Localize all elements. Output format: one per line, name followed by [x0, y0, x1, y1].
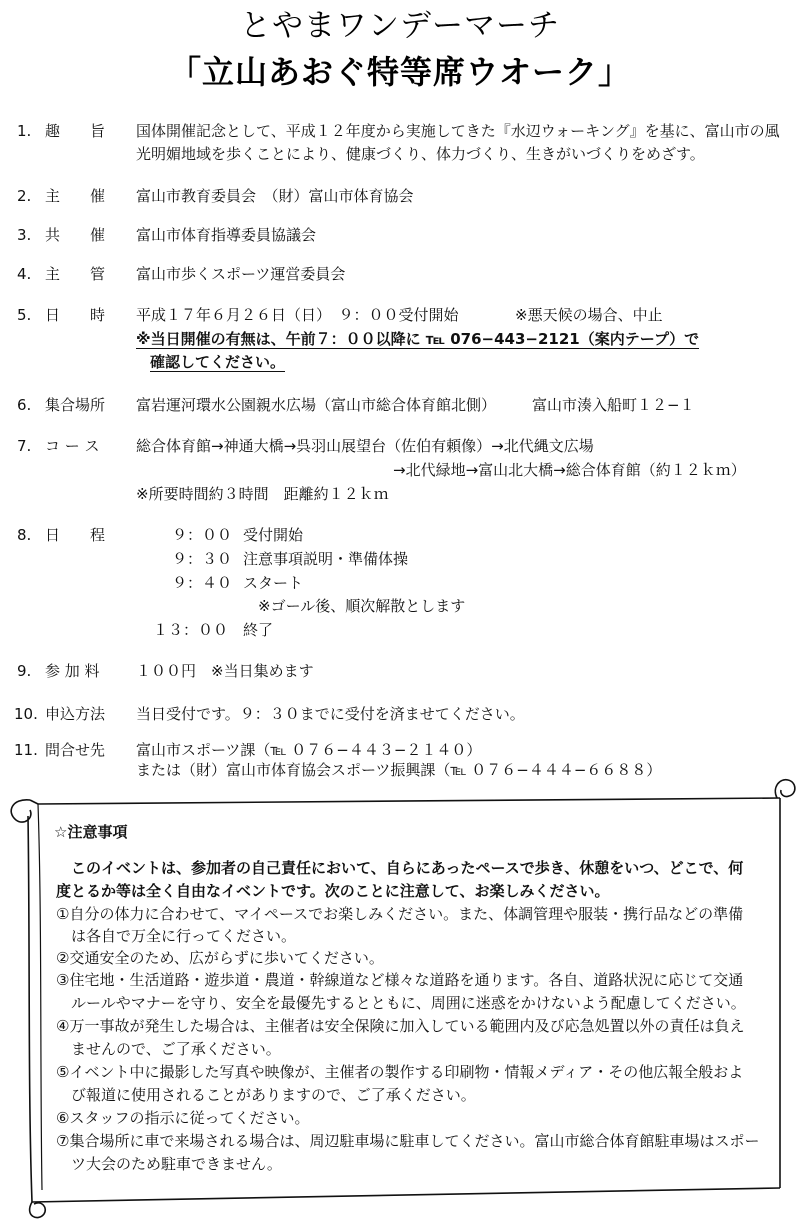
item-number: 10.	[14, 705, 38, 723]
schedule-note: ※ゴール後、順次解散とします	[258, 597, 466, 615]
schedule-time: ９：００	[172, 526, 233, 544]
schedule-event: 注意事項説明・準備体操	[243, 550, 409, 568]
organizer-text: 富山市教育委員会 （財）富山市体育協会	[136, 187, 414, 205]
course-line1: 総合体育館→神通大橋→呉羽山展望台（佐伯有頼像）→北代縄文広場	[136, 437, 594, 455]
schedule-event: 終了	[243, 621, 274, 639]
contact-line2: または（財）富山市体育協会スポーツ振興課（℡ ０７６−４４４−６６８８）	[136, 761, 662, 779]
schedule-time: ９：３０	[172, 550, 233, 568]
notice-heading: ☆注意事項	[54, 823, 128, 841]
event-subtitle: 「立山あおぐ特等席ウオーク」	[168, 53, 631, 91]
notice-line: ④万一事故が発生した場合は、主催者は安全保険に加入している範囲内及び応急処置以外の責任は負え	[56, 1017, 745, 1035]
purpose-text-line1: 国体開催記念として、平成１２年度から実施してきた『水辺ウォーキング』を基に、富山市の風	[136, 122, 780, 140]
notice-line: ツ大会のため駐車できません。	[56, 1155, 282, 1173]
schedule-event: 受付開始	[243, 526, 304, 544]
item-label-management: 主 管	[45, 265, 106, 283]
item-label-organizer: 主 催	[45, 187, 106, 205]
contact-line1: 富山市スポーツ課（℡ ０７６−４４３−２１４０）	[136, 741, 482, 759]
item-number: 2.	[17, 187, 32, 205]
event-title: とやまワンデーマーチ	[240, 8, 560, 44]
notice-line: は各自で万全に行ってください。	[56, 927, 297, 945]
schedule-event: スタート	[243, 574, 304, 592]
holding-notice-line1	[136, 329, 699, 349]
item-label-purpose: 趣 旨	[45, 122, 106, 140]
item-number: 1.	[17, 122, 32, 140]
course-line2: →北代緑地→富山北大橋→総合体育館（約１２ｋｍ）	[393, 461, 746, 479]
item-label-contact: 問合せ先	[45, 741, 106, 759]
course-note: ※所要時間約３時間 距離約１２ｋｍ	[136, 485, 389, 503]
notice-line: ③住宅地・生活道路・遊歩道・農道・幹線道など様々な道路を通ります。各自、道路状況に応じて交通	[56, 971, 744, 989]
item-number: 7.	[17, 437, 32, 455]
holding-notice-underlined: ※当日開催の有無は、午前７：００以降に ℡ 076−443−2121（案内テープ）で	[136, 330, 700, 348]
notice-line: ⑦集合場所に車で来場される場合は、周辺駐車場に駐車してください。富山市総合体育館駐車場はスポー	[56, 1132, 760, 1150]
fee-text: １００円 ※当日集めます	[136, 662, 314, 680]
item-number: 8.	[17, 526, 32, 544]
holding-notice-line2	[150, 352, 285, 372]
notice-line: び報道に使用されることがありますので、ご了承ください。	[56, 1086, 476, 1104]
holding-notice-underlined: 確認してください。	[150, 353, 286, 371]
item-number: 4.	[17, 265, 32, 283]
item-number: 6.	[17, 396, 32, 414]
notice-line: ⑤イベント中に撮影した写真や映像が、主催者の製作する印刷物・情報メディア・その他広報全般およ	[56, 1063, 744, 1081]
item-number: 5.	[17, 306, 32, 324]
notice-line: ルールやマナーを守り、安全を最優先するとともに、周囲に迷惑をかけないよう配慮してください。	[56, 994, 746, 1012]
notice-line: ⑥スタッフの指示に従ってください。	[56, 1109, 310, 1127]
item-number: 11.	[14, 741, 38, 759]
item-label-application: 申込方法	[45, 705, 106, 723]
purpose-text-line2: 光明媚地域を歩くことにより、健康づくり、体力づくり、生きがいづくりをめざす。	[136, 145, 705, 163]
rain-note: ※悪天候の場合、中止	[515, 306, 663, 324]
item-label-course: コ ー ス	[45, 437, 100, 455]
schedule-time: ９：４０	[172, 574, 233, 592]
application-text: 当日受付です。９：３０までに受付を済ませてください。	[136, 705, 525, 723]
cosponsor-text: 富山市体育指導委員協議会	[136, 226, 317, 244]
meeting-place-address: 富山市湊入船町１２−１	[532, 396, 695, 414]
notice-intro-line1: このイベントは、参加者の自己責任において、自らにあったペースで歩き、休憩をいつ、どこで、何	[56, 859, 744, 877]
notice-line: ①自分の体力に合わせて、マイペースでお楽しみください。また、体調管理や服装・携行品などの準備	[56, 905, 744, 923]
datetime-text: 平成１７年６月２６日（日） ９：００受付開始	[136, 306, 459, 324]
item-label-schedule: 日 程	[45, 526, 106, 544]
management-text: 富山市歩くスポーツ運営委員会	[136, 265, 346, 283]
item-number: 3.	[17, 226, 32, 244]
schedule-time: １３：００	[153, 621, 229, 639]
notice-intro-line2: 度とるか等は全く自由なイベントです。次のことに注意して、お楽しみください。	[56, 882, 610, 900]
item-label-meeting-place: 集合場所	[45, 396, 106, 414]
item-label-fee: 参 加 料	[45, 662, 100, 680]
meeting-place-text: 富岩運河環水公園親水広場（富山市総合体育館北側）	[136, 396, 497, 414]
notice-line: ませんので、ご了承ください。	[56, 1040, 281, 1058]
item-number: 9.	[17, 662, 32, 680]
item-label-datetime: 日 時	[45, 306, 106, 324]
notice-line: ②交通安全のため、広がらずに歩いてください。	[56, 949, 384, 967]
item-label-cosponsor: 共 催	[45, 226, 106, 244]
